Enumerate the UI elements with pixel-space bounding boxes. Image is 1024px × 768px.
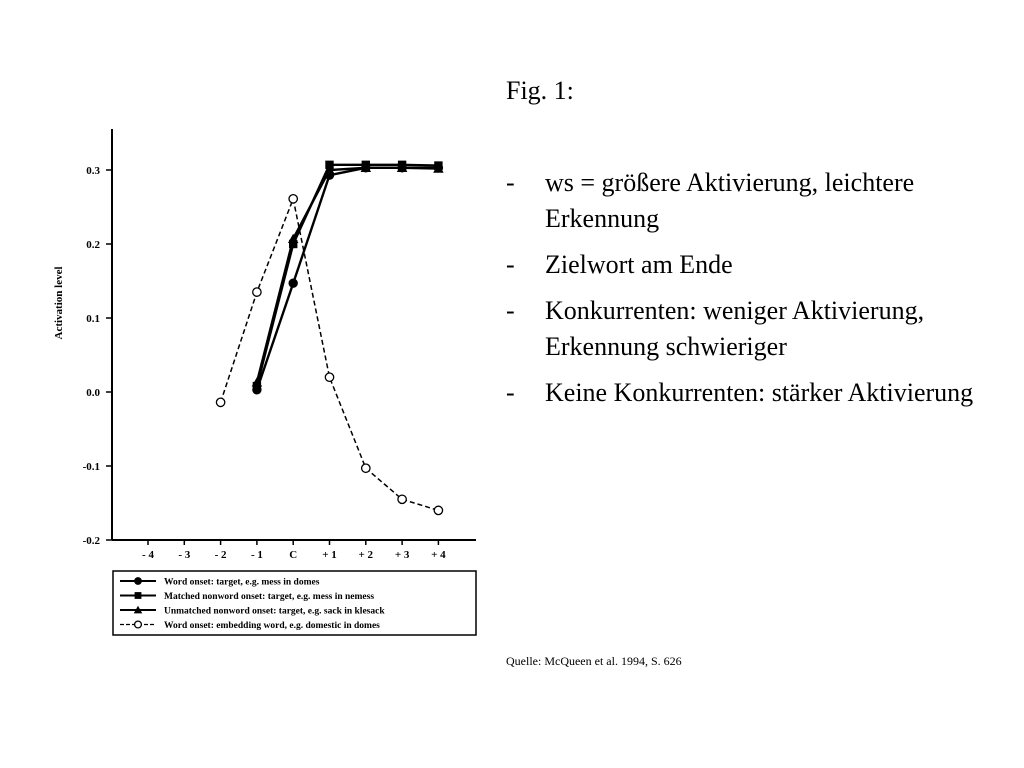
y-tick-label: 0.1 [86,313,100,325]
legend-entry [120,621,380,631]
bullet-item [506,247,1006,283]
bullet-marker: - [506,378,515,407]
x-tick-label: + 1 [322,549,337,561]
x-tick-label: C [289,549,298,561]
legend-label: Unmatched nonword onset: target, e.g. sack in klesack [164,606,385,617]
data-point-open-circle [289,195,297,203]
series-1 [253,164,443,394]
y-tick-label: 0.2 [86,239,100,251]
bullet-list [506,165,1006,421]
bullet-text: ws = größere Aktivierung, leichtere Erkennung [545,168,915,233]
x-tick-label: - 1 [250,549,263,561]
legend [113,571,476,635]
data-point-open-circle [398,495,406,503]
legend-label: Word onset: embedding word, e.g. domestic in domes [164,621,380,631]
y-ticks [83,165,112,547]
x-tick-label: + 3 [394,549,410,561]
data-point-open-circle [325,373,333,381]
x-tick-label: + 4 [431,549,446,561]
bullet-item [506,375,1006,411]
data-point-circle [289,279,297,287]
legend-label: Matched nonword onset: target, e.g. mess in nemess [164,592,375,602]
legend-entry [120,592,374,602]
data-point-circle [135,578,142,585]
activation-chart-svg [40,115,490,645]
data-point-open-circle [216,398,224,406]
y-axis-label: Activation level [53,266,65,340]
bullet-text: Keine Konkurrenten: stärker Aktivierung [545,378,974,407]
legend-entry [120,606,385,617]
y-tick-label: -0.1 [82,461,100,473]
legend-label: Word onset: target, e.g. mess in domes [164,577,320,588]
series-line [257,168,439,383]
x-ticks [142,540,446,561]
bullet-marker: - [506,168,515,197]
series-line [221,199,439,511]
bullet-item [506,165,1006,237]
series [216,161,443,515]
activation-chart [40,115,490,645]
bullet-item [506,293,1006,365]
data-point-open-circle [362,464,370,472]
source-citation: Quelle: McQueen et al. 1994, S. 626 [506,654,682,668]
series-4 [216,195,442,515]
legend-entry [120,578,320,588]
bullet-text: Konkurrenten: weniger Aktivierung, Erkennung schwieriger [545,296,925,361]
x-tick-label: - 3 [178,549,191,561]
x-tick-label: + 2 [358,549,374,561]
y-tick-label: -0.2 [82,535,100,547]
series-3 [252,163,444,387]
data-point-square [135,592,142,599]
x-tick-label: - 2 [214,549,227,561]
bullet-marker: - [506,296,515,325]
data-point-open-circle [135,621,142,628]
bullet-marker: - [506,250,515,279]
figure-title: Fig. 1: [506,76,574,105]
data-point-open-circle [434,506,442,514]
y-tick-label: 0.0 [86,387,100,399]
bullet-text: Zielwort am Ende [545,250,733,279]
axes [112,129,476,540]
series-2 [253,161,443,391]
y-tick-label: 0.3 [86,165,100,177]
data-point-open-circle [253,288,261,296]
x-tick-label: - 4 [142,549,154,561]
